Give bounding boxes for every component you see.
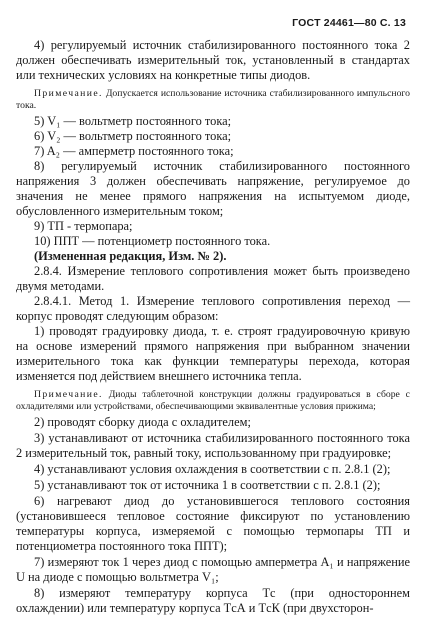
- note-1: [16, 88, 410, 112]
- step-1-text: 1) проводят градуировку диода, т. е. строят градуировочную кривую на основе измерений прямого напряжения при выбранном значении измерительного тока как функции температуры перехода, которая изменяется под действием внешнего источника тепла.: [16, 324, 410, 383]
- step-2-text: 2) проводят сборку диода с охладителем;: [34, 415, 251, 429]
- section-2-8-4: 2.8.4. Измерение теплового сопротивления может быть произведено двумя методами.: [16, 264, 410, 293]
- page-body: [16, 38, 410, 616]
- section-2-8-4-1: 2.8.4.1. Метод 1. Измерение теплового сопротивления переход — корпус проводят следующим образом:: [16, 294, 410, 323]
- step-5-text: 5) устанавливают ток от источника 1 в соответствии с п. 2.8.1 (2);: [34, 478, 381, 492]
- amendment-note: (Измененная редакция, Изм. № 2).: [34, 249, 227, 263]
- item-9-text: 9) ТП - термопара;: [34, 219, 133, 233]
- note-2: [16, 389, 410, 413]
- step-7-text: 7) измеряют ток 1 через диод с помощью амперметра A₁ и напряжение U на диоде с помощью вольтметра V₁;: [16, 555, 410, 584]
- item-5-text: 5) V₁ — вольтметр постоянного тока;: [34, 114, 232, 128]
- step-6-text: 6) нагревают диод до установившегося теплового состояния (установившееся тепловое состояние фиксируют по установлению температуры корпуса, измеряемой с помощью термопары ТП и потенциометра постоянного тока ППТ);: [16, 494, 410, 553]
- note-1-text: Допускается использование источника стабилизированного импульсного тока.: [16, 88, 410, 111]
- item-10-text: 10) ППТ — потенциометр постоянного тока.: [34, 234, 271, 248]
- note-2-text: Диоды таблеточной конструкции должны градуироваться в сборе с охладителями или устройствами, обеспечивающими эквивалентные условия прижима;: [16, 389, 410, 412]
- item-6-text: 6) V₂ — вольтметр постоянного тока;: [34, 129, 232, 143]
- note-1-label: Примечание.: [34, 88, 103, 99]
- step-3-text: 3) устанавливают от источника стабилизированного постоянного тока 2 измерительный ток, равный току, использованному при градуировке;: [16, 431, 410, 460]
- note-2-label: Примечание.: [34, 389, 103, 400]
- item-7-text: 7) A₂ — амперметр постоянного тока;: [34, 144, 234, 158]
- running-header: ГОСТ 24461—80 С. 13: [292, 17, 406, 29]
- step-8-text: 8) измеряют температуру корпуса Tс (при одностороннем охлаждении) или температуру корпуса TсА и TсК (при двухсторон-: [16, 586, 410, 615]
- step-4-text: 4) устанавливают условия охлаждения в соответствии с п. 2.8.1 (2);: [34, 462, 391, 476]
- item-4-text: 4) регулируемый источник стабилизированного постоянного тока 2 должен обеспечивать измерительный ток, установленный в стандартах или технических условиях на конкретные типы диодов.: [16, 38, 410, 82]
- item-8-text: 8) регулируемый источник стабилизированного постоянного напряжения 3 должен обеспечивать напряжение, регулируемое до значения не менее прямого напряжения на испытуемом диоде, обусловленного измерительным током;: [16, 159, 410, 218]
- document-page: [16, 0, 410, 638]
